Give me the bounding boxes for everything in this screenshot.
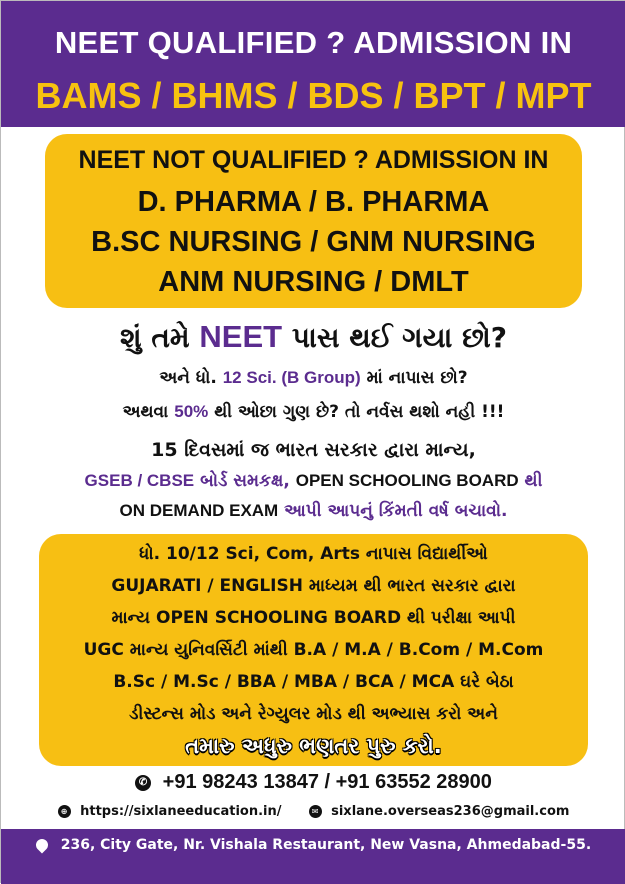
phone-numbers[interactable]: +91 98243 13847 / +91 63552 28900	[162, 771, 492, 793]
b-group-pre: અને ધો.	[159, 368, 217, 388]
question-pre: શું તમે	[119, 321, 190, 354]
exam-a: ON DEMAND EXAM	[119, 501, 279, 520]
header-banner	[1, 1, 625, 127]
web-email-line	[1, 804, 625, 819]
fifty-percent-line	[1, 402, 625, 422]
not-qualified-line-4: ANM NURSING / DMLT	[158, 266, 469, 298]
location-pin-icon	[33, 837, 50, 854]
gseb-a: GSEB / CBSE	[84, 471, 195, 490]
email-icon: ✉	[309, 805, 322, 818]
neet-question	[1, 319, 625, 355]
address-text: 236, City Gate, Nr. Vishala Restaurant, New Vasna, Ahmedabad-55.	[60, 837, 592, 853]
exam-line	[1, 501, 625, 521]
courses-line-3: માન્ય OPEN SCHOOLING BOARD થી પરીક્ષા આપી	[111, 608, 516, 628]
gseb-d: થી	[524, 471, 543, 491]
b-group-post: માં નાપાસ છો?	[366, 368, 468, 388]
gseb-c: OPEN SCHOOLING BOARD	[295, 471, 519, 490]
courses-line-4: UGC માન્ય યુનિવર્સિટી માંથી B.A / M.A / B.Com / M.Com	[83, 640, 544, 660]
fifteen-days-line: 15 દિવસમાં જ ભારત સરકાર દ્વારા માન્ય,	[151, 439, 476, 461]
courses-box	[39, 534, 588, 766]
courses-line-1: ધો. 10/12 Sci, Com, Arts નાપાસ વિદ્યાર્થીઓ	[139, 544, 488, 564]
phone-line	[1, 771, 625, 794]
question-post: પાસ થઈ ગયા છો?	[291, 321, 508, 354]
gseb-b: બોર્ડ સમકક્ષ,	[200, 471, 290, 491]
header-line-2: BAMS / BHMS / BDS / BPT / MPT	[35, 75, 592, 116]
courses-line-7: તમારુ અધુરુ ભણતર પુરુ કરો.	[185, 734, 442, 758]
courses-line-5: B.Sc / M.Sc / BBA / MBA / BCA / MCA ઘરે બેઠા	[113, 672, 514, 692]
gseb-line	[1, 471, 625, 491]
b-group-line	[1, 368, 625, 388]
globe-icon: ⊕	[58, 805, 71, 818]
courses-line-2: GUJARATI / ENGLISH માધ્યમ થી ભારત સરકાર દ્વારા	[111, 576, 516, 596]
website-link[interactable]: https://sixlaneeducation.in/	[80, 804, 282, 819]
fifty-pre: અથવા	[122, 402, 169, 422]
fifty-highlight: 50%	[174, 402, 209, 421]
email-link[interactable]: sixlane.overseas236@gmail.com	[331, 804, 570, 819]
not-qualified-line-1: NEET NOT QUALIFIED ? ADMISSION IN	[78, 146, 549, 174]
not-qualified-line-3: B.SC NURSING / GNM NURSING	[91, 226, 536, 258]
whatsapp-icon: ✆	[135, 775, 151, 791]
not-qualified-line-2: D. PHARMA / B. PHARMA	[137, 186, 490, 218]
courses-line-6: ડીસ્ટન્સ મોડ અને રેગ્યુલર મોડ થી અભ્યાસ કરો અને	[129, 704, 498, 724]
question-neet: NEET	[199, 319, 283, 354]
exam-b: આપી આપનું કિંમતી વર્ષ બચાવો.	[284, 501, 508, 521]
header-line-1: NEET QUALIFIED ? ADMISSION IN	[54, 25, 573, 60]
address-footer	[1, 829, 625, 884]
fifty-post: થી ઓછા ગુણ છે? તો નર્વસ થશો નહી !!!	[214, 402, 505, 422]
b-group-highlight: 12 Sci. (B Group)	[222, 368, 361, 387]
not-qualified-box	[45, 134, 582, 308]
